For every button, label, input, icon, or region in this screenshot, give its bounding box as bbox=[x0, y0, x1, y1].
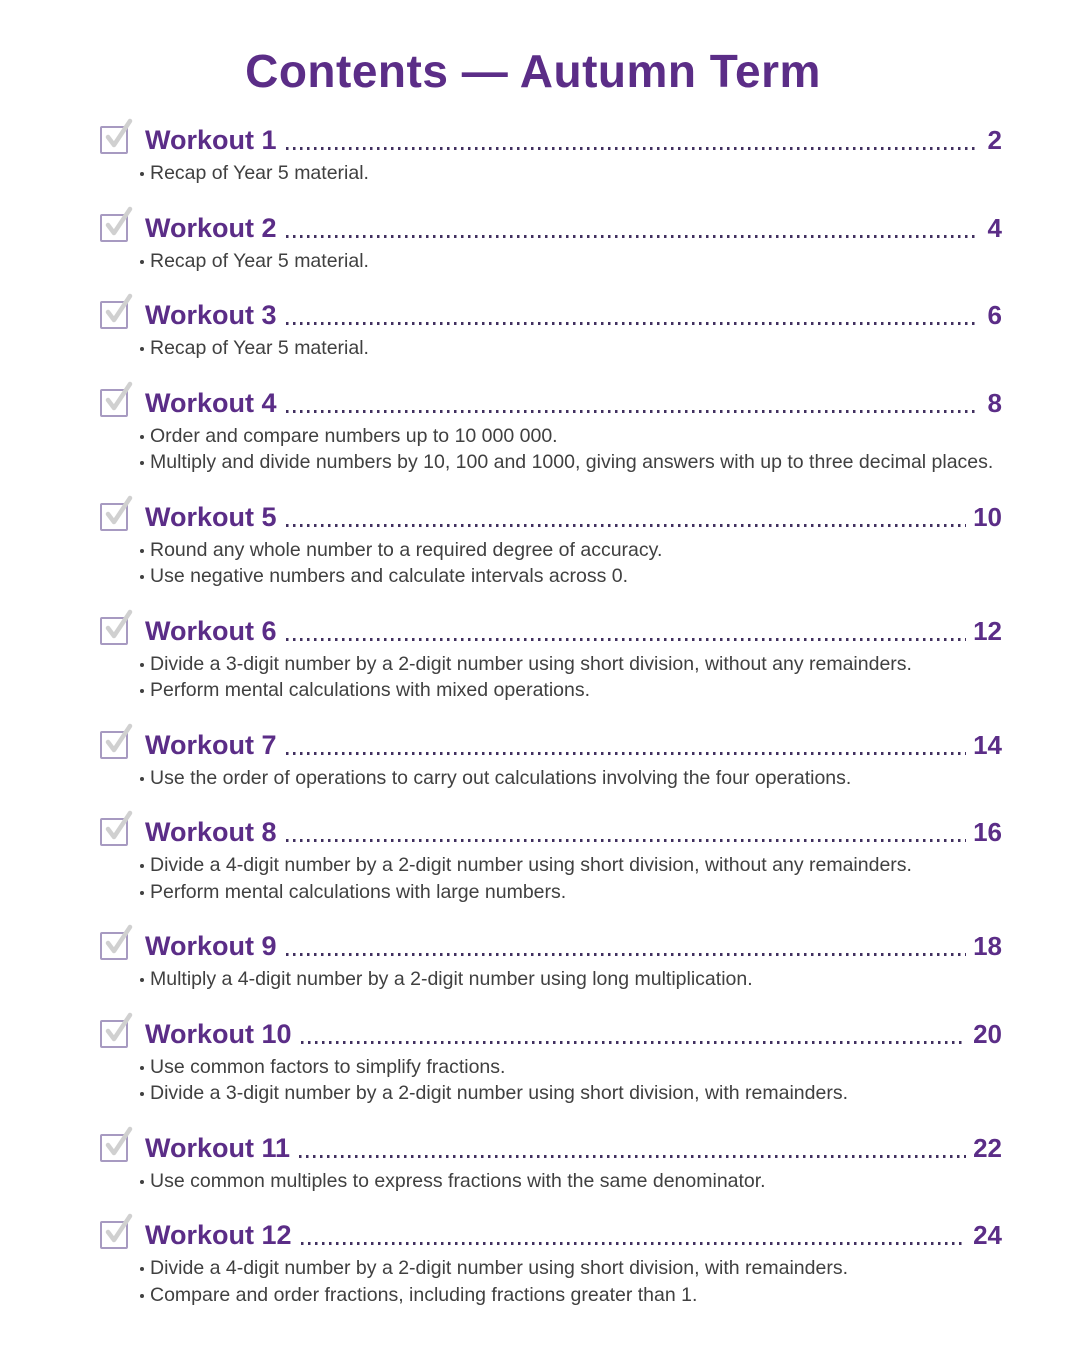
page-number: 6 bbox=[987, 300, 1002, 330]
check-icon bbox=[100, 119, 132, 151]
dotted-leader bbox=[286, 322, 975, 325]
bullet-item bbox=[100, 765, 1002, 792]
bullet-dot-icon bbox=[140, 172, 144, 176]
bullet-text: Divide a 3-digit number by a 2-digit number using short division, without any remainders. bbox=[150, 652, 912, 675]
table-of-contents bbox=[100, 124, 1002, 1308]
dotted-leader bbox=[299, 1155, 966, 1158]
bullet-item bbox=[100, 1054, 1002, 1081]
dotted-leader bbox=[286, 410, 975, 413]
bullet-item bbox=[100, 1255, 1002, 1282]
page-number: 20 bbox=[973, 1018, 1002, 1049]
check-icon bbox=[100, 925, 132, 957]
toc-entry bbox=[100, 615, 1002, 704]
bullet-text: Perform mental calculations with large numbers. bbox=[150, 880, 567, 903]
toc-entry-row bbox=[100, 930, 1002, 964]
page-number: 12 bbox=[973, 615, 1002, 646]
bullet-text: Recap of Year 5 material. bbox=[150, 162, 369, 184]
bullet-dot-icon bbox=[140, 260, 144, 264]
workout-title: Workout 4 bbox=[145, 387, 277, 418]
toc-entry-row bbox=[100, 816, 1002, 850]
bullet-dot-icon bbox=[140, 1294, 144, 1298]
bullet-dot-icon bbox=[140, 575, 144, 579]
page-number: 18 bbox=[973, 931, 1002, 961]
page-number: 14 bbox=[973, 729, 1002, 760]
page-number: 10 bbox=[973, 501, 1002, 532]
toc-entry bbox=[100, 299, 1002, 362]
toc-entry-row bbox=[100, 1018, 1002, 1052]
bullet-text: Recap of Year 5 material. bbox=[150, 337, 369, 359]
bullet-dot-icon bbox=[140, 1267, 144, 1271]
toc-entry-row bbox=[100, 729, 1002, 763]
bullet-text: Compare and order fractions, including fractions greater than 1. bbox=[150, 1283, 698, 1306]
check-icon bbox=[100, 496, 132, 528]
toc-entry-row bbox=[100, 299, 1002, 333]
workout-checkbox[interactable] bbox=[100, 1020, 128, 1048]
bullet-text: Perform mental calculations with mixed operations. bbox=[150, 679, 591, 701]
bullet-text: Use common factors to simplify fractions. bbox=[150, 1055, 506, 1078]
toc-entry-row bbox=[100, 615, 1002, 649]
workout-checkbox[interactable] bbox=[100, 503, 128, 531]
workout-checkbox[interactable] bbox=[100, 818, 128, 846]
bullet-text: Use common multiples to express fractions with the same denominator. bbox=[150, 1169, 766, 1192]
bullet-dot-icon bbox=[140, 461, 144, 465]
bullet-dot-icon bbox=[140, 663, 144, 667]
workout-checkbox[interactable] bbox=[100, 1221, 128, 1249]
dotted-leader bbox=[286, 638, 967, 641]
dotted-leader bbox=[301, 1041, 967, 1044]
workout-title: Workout 7 bbox=[145, 729, 277, 760]
toc-entry bbox=[100, 1132, 1002, 1195]
page-number: 22 bbox=[973, 1132, 1002, 1163]
bullet-text: Multiply and divide numbers by 10, 100 and 1000, giving answers with up to three decimal places. bbox=[150, 451, 994, 473]
toc-entry-row bbox=[100, 124, 1002, 158]
workout-title: Workout 11 bbox=[145, 1132, 291, 1163]
bullet-text: Use negative numbers and calculate intervals across 0. bbox=[150, 565, 628, 587]
workout-checkbox[interactable] bbox=[100, 932, 128, 960]
workout-title: Workout 8 bbox=[145, 817, 277, 847]
bullet-item bbox=[100, 879, 1002, 906]
workout-checkbox[interactable] bbox=[100, 389, 128, 417]
bullet-item bbox=[100, 335, 1002, 362]
bullet-list bbox=[100, 160, 1002, 187]
bullet-dot-icon bbox=[140, 1180, 144, 1184]
check-icon bbox=[100, 294, 132, 326]
toc-entry bbox=[100, 816, 1002, 905]
bullet-list bbox=[100, 1168, 1002, 1195]
page-number: 8 bbox=[987, 387, 1002, 418]
workout-title: Workout 5 bbox=[145, 501, 277, 532]
workout-title: Workout 12 bbox=[145, 1220, 292, 1250]
workout-title: Workout 3 bbox=[145, 300, 277, 330]
bullet-list bbox=[100, 1054, 1002, 1107]
bullet-list bbox=[100, 1255, 1002, 1308]
page-number: 24 bbox=[973, 1220, 1002, 1250]
bullet-text: Divide a 4-digit number by a 2-digit number using short division, with remainders. bbox=[150, 1257, 848, 1279]
bullet-list bbox=[100, 651, 1002, 704]
bullet-item bbox=[100, 563, 1002, 590]
bullet-item bbox=[100, 160, 1002, 187]
bullet-item bbox=[100, 966, 1002, 993]
bullet-item bbox=[100, 651, 1002, 678]
bullet-text: Recap of Year 5 material. bbox=[150, 249, 369, 272]
check-icon bbox=[100, 1214, 132, 1246]
dotted-leader bbox=[286, 524, 967, 527]
page-number: 2 bbox=[987, 125, 1002, 155]
bullet-text: Use the order of operations to carry out calculations involving the four operations. bbox=[150, 766, 852, 789]
check-icon bbox=[100, 1127, 132, 1159]
check-icon bbox=[100, 382, 132, 414]
bullet-list bbox=[100, 765, 1002, 792]
workout-checkbox[interactable] bbox=[100, 126, 128, 154]
bullet-list bbox=[100, 852, 1002, 905]
bullet-dot-icon bbox=[140, 891, 144, 895]
bullet-item bbox=[100, 1168, 1002, 1195]
toc-entry bbox=[100, 212, 1002, 275]
workout-title: Workout 6 bbox=[145, 615, 277, 646]
toc-entry bbox=[100, 729, 1002, 792]
bullet-dot-icon bbox=[140, 549, 144, 553]
bullet-text: Order and compare numbers up to 10 000 000. bbox=[150, 424, 558, 447]
page-number: 16 bbox=[973, 817, 1002, 847]
check-icon bbox=[100, 811, 132, 843]
toc-entry bbox=[100, 387, 1002, 476]
page-title: Contents — Autumn Term bbox=[245, 45, 821, 97]
workout-checkbox[interactable] bbox=[100, 1134, 128, 1162]
bullet-item bbox=[100, 1080, 1002, 1107]
bullet-item bbox=[100, 677, 1002, 704]
bullet-item bbox=[100, 852, 1002, 879]
toc-entry bbox=[100, 501, 1002, 590]
dotted-leader bbox=[286, 953, 967, 956]
bullet-dot-icon bbox=[140, 689, 144, 693]
bullet-dot-icon bbox=[140, 1092, 144, 1096]
check-icon bbox=[100, 207, 132, 239]
check-icon bbox=[100, 610, 132, 642]
toc-entry-row bbox=[100, 501, 1002, 535]
workout-title: Workout 9 bbox=[145, 931, 277, 961]
bullet-text: Divide a 3-digit number by a 2-digit number using short division, with remainders. bbox=[150, 1082, 848, 1104]
workout-checkbox[interactable] bbox=[100, 617, 128, 645]
dotted-leader bbox=[301, 1242, 967, 1245]
bullet-dot-icon bbox=[140, 347, 144, 351]
dotted-leader bbox=[286, 839, 967, 842]
bullet-list bbox=[100, 248, 1002, 275]
dotted-leader bbox=[286, 235, 975, 238]
workout-title: Workout 10 bbox=[145, 1018, 292, 1049]
bullet-text: Multiply a 4-digit number by a 2-digit number using long multiplication. bbox=[150, 968, 753, 990]
toc-entry bbox=[100, 1018, 1002, 1107]
bullet-list bbox=[100, 335, 1002, 362]
bullet-item bbox=[100, 1282, 1002, 1309]
bullet-dot-icon bbox=[140, 978, 144, 982]
bullet-item bbox=[100, 449, 1002, 476]
bullet-dot-icon bbox=[140, 1066, 144, 1070]
toc-entry-row bbox=[100, 1132, 1002, 1166]
toc-entry-row bbox=[100, 212, 1002, 246]
bullet-list bbox=[100, 423, 1002, 476]
workout-title: Workout 1 bbox=[145, 125, 277, 155]
workout-checkbox[interactable] bbox=[100, 731, 128, 759]
bullet-dot-icon bbox=[140, 864, 144, 868]
bullet-list bbox=[100, 966, 1002, 993]
toc-entry-row bbox=[100, 1219, 1002, 1253]
workout-title: Workout 2 bbox=[145, 212, 277, 243]
toc-entry bbox=[100, 124, 1002, 187]
workout-checkbox[interactable] bbox=[100, 301, 128, 329]
bullet-item bbox=[100, 248, 1002, 275]
check-icon bbox=[100, 724, 132, 756]
toc-entry bbox=[100, 1219, 1002, 1308]
bullet-item bbox=[100, 537, 1002, 564]
page-number: 4 bbox=[987, 212, 1002, 243]
bullet-list bbox=[100, 537, 1002, 590]
workout-checkbox[interactable] bbox=[100, 214, 128, 242]
bullet-text: Round any whole number to a required degree of accuracy. bbox=[150, 538, 663, 561]
check-icon bbox=[100, 1013, 132, 1045]
bullet-item bbox=[100, 423, 1002, 450]
toc-entry bbox=[100, 930, 1002, 993]
bullet-text: Divide a 4-digit number by a 2-digit number using short division, without any remainders. bbox=[150, 854, 912, 876]
bullet-dot-icon bbox=[140, 435, 144, 439]
bullet-dot-icon bbox=[140, 777, 144, 781]
dotted-leader bbox=[286, 147, 975, 150]
dotted-leader bbox=[286, 752, 967, 755]
toc-entry-row bbox=[100, 387, 1002, 421]
